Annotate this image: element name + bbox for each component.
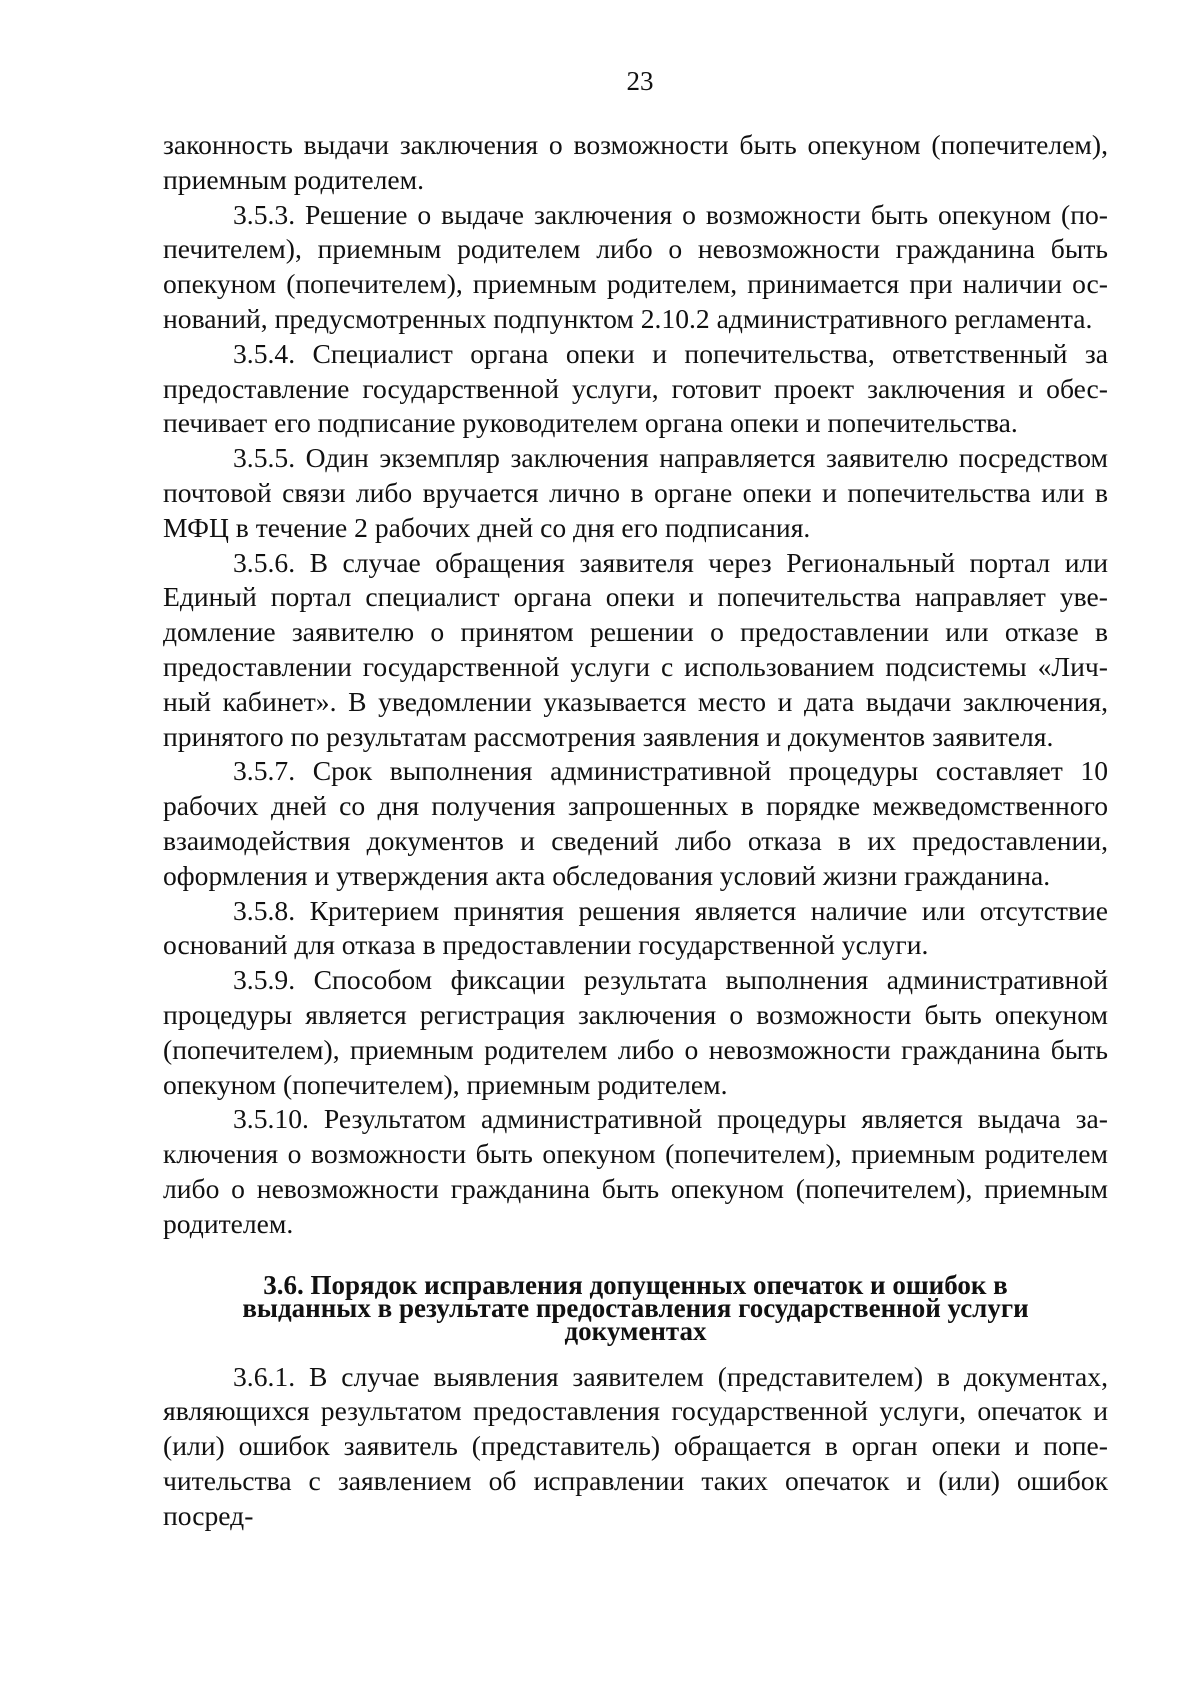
paragraph-3-5-7: 3.5.7. Срок выполнения административной процедуры составляет 10 рабочих дней со дня получения запрошенных в порядке межведомственного взаимодействия документов и сведений либо отказа в их предоставлении, оформления и утверждения акта обследования условий жизни гражданина. (163, 755, 1108, 891)
document-body (163, 128, 1108, 1533)
paragraph-3-5-6: 3.5.6. В случае обращения заявителя через Региональный портал или Единый портал специалист органа опеки и попечительства направляет уведомление заявителю о принятом решении о предоставлении или отказе в предоставлении государственной услуги с использованием подсистемы «Личный кабинет». В уведомлении указывается место и дата выдачи заключения, принятого по результатам рассмотрения заявления и документов заявителя. (163, 546, 1108, 752)
paragraph-continuation: законность выдачи заключения о возможности быть опекуном (попечителем), приемным родителем. (163, 129, 1108, 195)
section-heading-3-6 (163, 1269, 1108, 1346)
paragraph-3-6-1: 3.6.1. В случае выявления заявителем (представителем) в документах, являющихся результатом предоставления государственной услуги, опечаток и (или) ошибок заявитель (представитель) обращается в орган опеки и попечительства с заявлением об исправлении таких опечаток и (или) ошибок посред- (163, 1360, 1108, 1531)
section-heading-line: документах (564, 1315, 707, 1346)
paragraph-3-5-9: 3.5.9. Способом фиксации результата выполнения административной процедуры является регистрация заключения о возможности быть опекуном (попечителем), приемным родителем либо о невозможности гражданина быть опекуном (попечителем), приемным родителем. (163, 964, 1108, 1100)
section-heading-line: 3.6. Порядок исправления допущенных опечаток и ошибок в (263, 1269, 1008, 1300)
paragraph-3-5-4: 3.5.4. Специалист органа опеки и попечительства, ответственный за предоставление государственной услуги, готовит проект заключения и обеспечивает его подписание руководителем органа опеки и попечительства. (163, 337, 1108, 439)
paragraph-3-5-5: 3.5.5. Один экземпляр заключения направляется заявителю посредством почтовой связи либо вручается лично в органе опеки и попечительства или в МФЦ в течение 2 рабочих дней со дня его подписания. (163, 442, 1108, 543)
paragraph-3-5-8: 3.5.8. Критерием принятия решения является наличие или отсутствие оснований для отказа в предоставлении государственной услуги. (163, 894, 1108, 961)
section-heading-line: выданных в результате предоставления государственной услуги (242, 1292, 1029, 1323)
paragraph-3-5-3: 3.5.3. Решение о выдаче заключения о возможности быть опекуном (попечителем), приемным родителем либо о невозможности гражданина быть опекуном (попечителем), приемным родителем, принимается при наличии оснований, предусмотренных подпунктом 2.10.2 административного регламента. (163, 198, 1108, 334)
paragraph-3-5-10: 3.5.10. Результатом административной процедуры является выдача заключения о возможности быть опекуном (попечителем), приемным родителем либо о невозможности гражданина быть опекуном (попечителем), приемным родителем. (163, 1103, 1108, 1239)
page-number: 23 (626, 66, 654, 96)
